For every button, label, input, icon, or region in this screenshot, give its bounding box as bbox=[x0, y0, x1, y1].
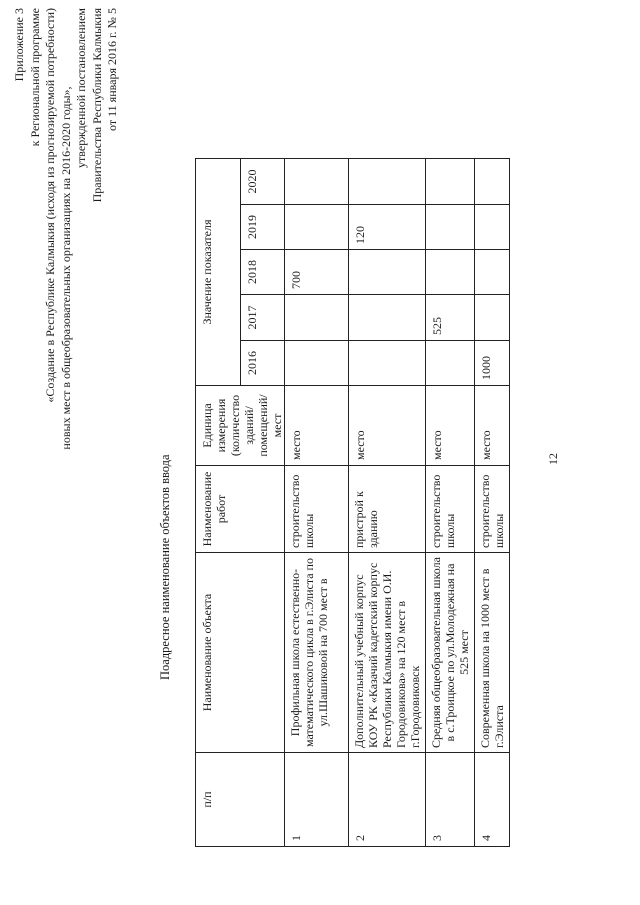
objects-table bbox=[195, 158, 510, 847]
cell-object: Современная школа на 1000 мест в г.Элиста bbox=[475, 553, 510, 753]
cell-works: строительство школы bbox=[426, 466, 475, 553]
header-year: 2020 bbox=[240, 159, 285, 205]
annex-line: «Создание в Республике Калмыкия (исходя из прогнозируемой потребности) bbox=[43, 8, 57, 403]
cell-unit: место bbox=[285, 386, 349, 466]
cell-value bbox=[285, 159, 349, 205]
cell-object: Профильная школа естественно-математического цикла в г.Элиста по ул.Шашиковой на 700 мест в bbox=[285, 553, 349, 753]
annex-title: Приложение 3 bbox=[12, 8, 26, 82]
cell-value bbox=[285, 341, 349, 386]
annex-line: к Региональной программе bbox=[27, 8, 42, 147]
table-row bbox=[285, 159, 349, 847]
cell-num: 4 bbox=[475, 753, 510, 847]
cell-value bbox=[426, 205, 475, 250]
cell-works: строительство школы bbox=[285, 466, 349, 553]
annex-date: от 11 января 2016 г. № 5 bbox=[105, 8, 119, 131]
cell-value bbox=[349, 295, 426, 341]
cell-value bbox=[426, 159, 475, 205]
page-number: 12 bbox=[546, 453, 560, 465]
cell-value bbox=[285, 205, 349, 250]
table-title: Поадресное наименование объектов ввода bbox=[158, 454, 172, 680]
cell-works: пристрой к зданию bbox=[349, 466, 426, 553]
cell-object: Дополнительный учебный корпус КОУ РК «Казачий кадетский корпус Республики Калмыкия имени О.И. Городовикова» на 120 мест в г.Городовиковск bbox=[349, 553, 426, 753]
header-year: 2016 bbox=[240, 341, 285, 386]
cell-num: 2 bbox=[349, 753, 426, 847]
header-object: Наименование объекта bbox=[196, 553, 285, 753]
cell-object: Средняя общеобразовательная школа в с.Троицкое по ул.Молодежная на 525 мест bbox=[426, 553, 475, 753]
cell-value bbox=[349, 341, 426, 386]
header-num: п/п bbox=[196, 753, 285, 847]
cell-unit: место bbox=[349, 386, 426, 466]
cell-unit: место bbox=[426, 386, 475, 466]
header-year: 2018 bbox=[240, 250, 285, 295]
table-row bbox=[475, 159, 510, 847]
cell-value bbox=[426, 250, 475, 295]
table-row bbox=[349, 159, 426, 847]
header-unit: Единица измерения (количество зданий/ помещений/ мест bbox=[196, 386, 285, 466]
header-value-group: Значение показателя bbox=[196, 159, 241, 386]
cell-value bbox=[349, 159, 426, 205]
annex-line: Правительства Республики Калмыкия bbox=[89, 8, 104, 203]
cell-value: 700 bbox=[285, 250, 349, 295]
cell-works: строительство школы bbox=[475, 466, 510, 553]
cell-value: 525 bbox=[426, 295, 475, 341]
cell-num: 3 bbox=[426, 753, 475, 847]
annex-line: утвержденной постановлением bbox=[74, 8, 88, 168]
cell-value bbox=[475, 205, 510, 250]
header-year: 2019 bbox=[240, 205, 285, 250]
cell-value bbox=[426, 341, 475, 386]
cell-num: 1 bbox=[285, 753, 349, 847]
cell-value bbox=[475, 250, 510, 295]
cell-value: 120 bbox=[349, 205, 426, 250]
cell-value bbox=[475, 295, 510, 341]
cell-value bbox=[475, 159, 510, 205]
table-row bbox=[426, 159, 475, 847]
annex-header bbox=[12, 8, 121, 528]
header-row bbox=[196, 159, 241, 847]
header-works: Наименование работ bbox=[196, 466, 285, 553]
cell-value bbox=[285, 295, 349, 341]
header-year: 2017 bbox=[240, 295, 285, 341]
cell-unit: место bbox=[475, 386, 510, 466]
annex-line: новых мест в общеобразовательных организациях на 2016-2020 годы», bbox=[58, 86, 73, 450]
cell-value bbox=[349, 250, 426, 295]
cell-value: 1000 bbox=[475, 341, 510, 386]
